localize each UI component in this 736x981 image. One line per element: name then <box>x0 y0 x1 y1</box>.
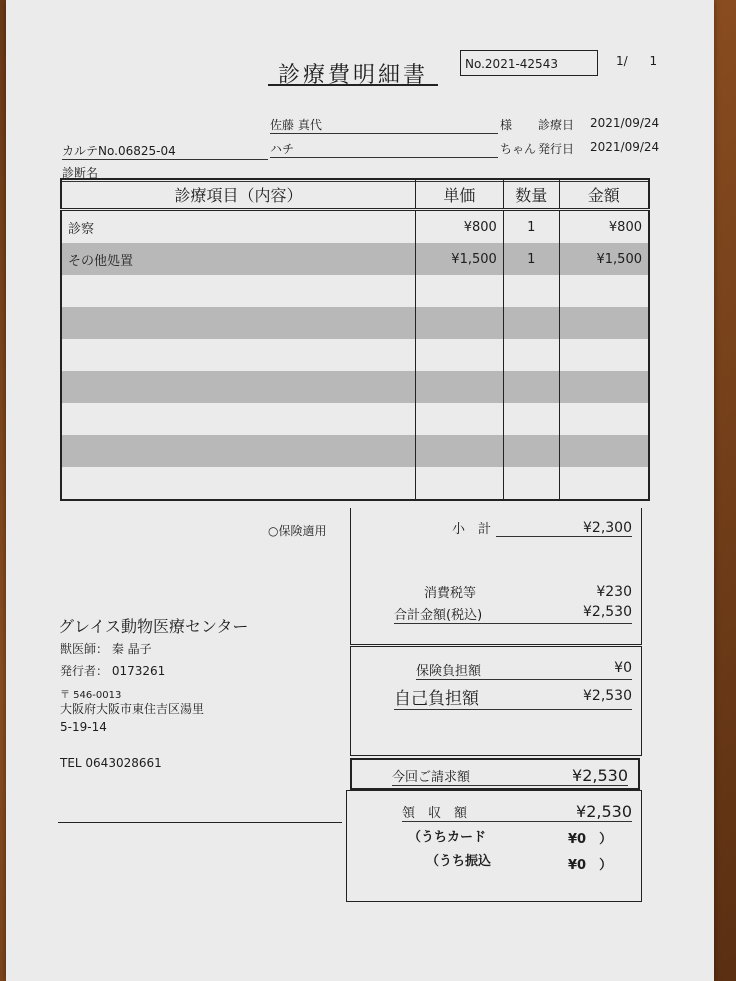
exam-date-label: 診療日 <box>538 118 575 132</box>
owner-name: 佐藤 真代 <box>270 116 498 134</box>
header-qty: 数量 <box>503 179 559 210</box>
qty-cell: 1 <box>503 243 559 275</box>
title-underline <box>268 84 438 86</box>
billed-box <box>350 758 640 790</box>
table-row <box>61 243 649 275</box>
insurance-burden-row <box>416 660 632 680</box>
card-value: ¥0 ） <box>568 832 613 847</box>
header-item: 診療項目（内容） <box>61 179 415 210</box>
total-label: 合計金額(税込) <box>394 608 483 623</box>
qty-cell: 1 <box>503 210 559 244</box>
total-value: ¥2,530 <box>583 604 632 620</box>
clinic-tel: TEL 0643028661 <box>60 756 162 770</box>
received-value: ¥2,530 <box>576 802 632 821</box>
header-amount: 金額 <box>559 179 649 210</box>
self-burden-value: ¥2,530 <box>583 688 632 704</box>
total-row <box>394 604 632 624</box>
postal-code: 〒 546-0013 <box>60 690 122 701</box>
receipt-paper <box>6 0 714 981</box>
insurance-burden-value: ¥0 <box>614 660 632 676</box>
self-burden-row <box>394 684 632 710</box>
table-row-empty <box>61 435 649 467</box>
billed-row <box>392 766 628 786</box>
amount-cell: ¥800 <box>559 210 649 244</box>
insurance-applied: ○保険適用 <box>268 524 327 538</box>
insurance-burden-label: 保険負担額 <box>416 664 482 679</box>
table-row-empty <box>61 467 649 500</box>
document-title: 診療費明細書 <box>278 63 429 88</box>
page-number: 1/ 1 <box>616 54 658 68</box>
karte-field: カルテNo.06825-04 <box>62 142 268 160</box>
item-cell: その他処置 <box>61 243 415 275</box>
receipt-number: No.2021-42543 <box>460 50 598 76</box>
billed-value: ¥2,530 <box>572 766 628 785</box>
table-row-empty <box>61 371 649 403</box>
price-cell: ¥1,500 <box>415 243 503 275</box>
vet-name: 獣医師： 秦 晶子 <box>60 642 152 656</box>
issue-date-label: 発行日 <box>538 142 575 156</box>
clinic-address-2: 5-19-14 <box>60 720 107 734</box>
signature-line <box>58 822 342 823</box>
pet-name: ハチ <box>270 140 498 158</box>
table-row-empty <box>61 275 649 307</box>
header-price: 単価 <box>415 179 503 210</box>
subtotal-label: 小 計 <box>452 522 492 537</box>
self-burden-label: 自己負担額 <box>394 689 479 709</box>
billed-label: 今回ご請求額 <box>392 770 471 785</box>
diagnosis-field: 診断名 <box>62 164 650 182</box>
clinic-name: グレイス動物医療センター <box>58 617 249 636</box>
chan-label: ちゃん <box>500 142 537 156</box>
subtotal-value: ¥2,300 <box>496 520 632 537</box>
item-cell: 診察 <box>61 210 415 244</box>
table-row-empty <box>61 307 649 339</box>
table-row <box>61 210 649 244</box>
issuer-id: 発行者： 0173261 <box>60 664 166 678</box>
items-table <box>60 178 650 501</box>
table-row-empty <box>61 339 649 371</box>
card-label: （うちカード <box>408 830 487 845</box>
received-row <box>402 802 632 822</box>
table-row-empty <box>61 403 649 435</box>
tax-label: 消費税等 <box>424 586 477 601</box>
transfer-label: （うち振込 <box>426 854 492 869</box>
price-cell: ¥800 <box>415 210 503 244</box>
tax-value: ¥230 <box>596 584 632 600</box>
exam-date: 2021/09/24 <box>590 116 660 130</box>
sama-label: 様 <box>500 118 513 132</box>
amount-cell: ¥1,500 <box>559 243 649 275</box>
received-label: 領 収 額 <box>402 806 468 821</box>
transfer-value: ¥0 ） <box>568 858 613 873</box>
table-header-row <box>61 179 649 210</box>
issue-date: 2021/09/24 <box>590 140 660 154</box>
clinic-address: 大阪府大阪市東住吉区湯里 <box>60 702 205 716</box>
